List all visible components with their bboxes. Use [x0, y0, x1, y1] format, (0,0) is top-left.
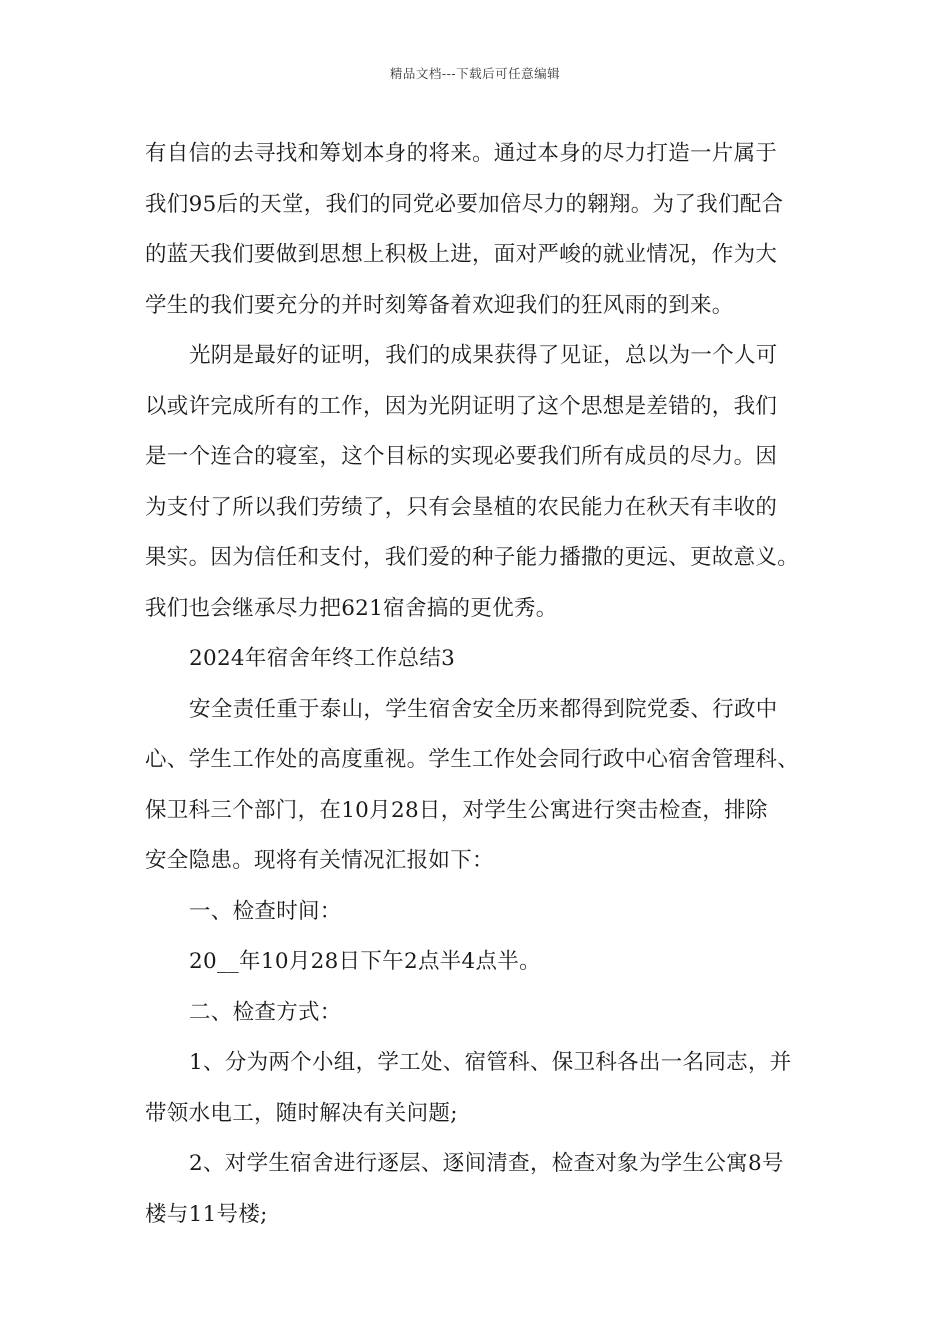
text-line: 有自信的去寻找和筹划本身的将来。通过本身的尽力打造一片属于 [145, 141, 778, 166]
page-header: 精品文档---下载后可任意编辑 [389, 66, 561, 81]
text-line: 安全隐患。现将有关情况汇报如下： [145, 848, 494, 873]
text-line: 为支付了所以我们劳绩了，只有会垦植的农民能力在秋天有丰收的 [145, 494, 778, 520]
list-item: 2、对学生宿舍进行逐层、逐间清查，检查对象为学生公寓8号 [189, 1151, 784, 1176]
section-title: 2024年宿舍年终工作总结3 [189, 646, 456, 671]
text-line: 20__年10月28日下午2点半4点半。 [189, 949, 541, 974]
text-line: 果实。因为信任和支付，我们爱的种子能力播撒的更远、更故意义。 [145, 545, 800, 570]
text-line: 保卫科三个部门，在10月28日，对学生公寓进行突击检查，排除 [145, 797, 768, 823]
text-line: 以或许完成所有的工作，因为光阴证明了这个思想是差错的，我们 [145, 393, 778, 419]
text-line: 光阴是最好的证明，我们的成果获得了见证，总以为一个人可 [189, 343, 778, 368]
list-item: 1、分为两个小组，学工处、宿管科、保卫科各出一名同志，并 [189, 1050, 792, 1075]
text-line: 楼与11号楼; [145, 1201, 268, 1227]
document-body [145, 129, 815, 1240]
subheading: 一、检查时间： [189, 898, 342, 924]
text-line: 是一个连合的寝室，这个目标的实现必要我们所有成员的尽力。因 [145, 444, 778, 469]
text-line: 我们95后的天堂，我们的同党必要加倍尽力的翱翔。为了我们配合 [145, 191, 784, 217]
text-line: 带领水电工，随时解决有关问题; [145, 1100, 458, 1126]
text-line: 心、学生工作处的高度重视。学生工作处会同行政中心宿舍管理科、 [145, 747, 800, 772]
subheading: 二、检查方式： [189, 999, 342, 1025]
text-line: 安全责任重于泰山，学生宿舍安全历来都得到院党委、行政中 [189, 696, 778, 722]
text-line: 学生的我们要充分的并时刻筹备着欢迎我们的狂风雨的到来。 [145, 292, 734, 318]
text-line: 的蓝天我们要做到思想上积极上进，面对严峻的就业情况，作为大 [145, 242, 778, 267]
text-line: 我们也会继承尽力把621宿舍搞的更优秀。 [145, 595, 558, 621]
